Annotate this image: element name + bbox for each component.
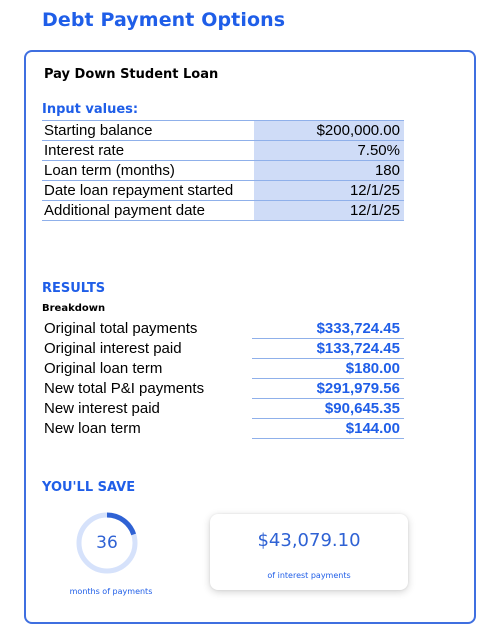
result-value: $180.00 — [345, 360, 400, 377]
input-label: Loan term (months) — [44, 162, 175, 179]
result-label: Original total payments — [44, 320, 198, 337]
input-row-starting-balance — [42, 121, 404, 141]
months-saved-caption: months of payments — [69, 587, 153, 596]
result-row — [42, 379, 404, 399]
input-label: Starting balance — [44, 122, 153, 139]
input-label: Date loan repayment started — [44, 182, 234, 199]
input-value-repayment-start-date[interactable]: 12/1/25 — [349, 182, 400, 199]
breakdown-subheading: Breakdown — [42, 303, 106, 314]
result-label: New total P&I payments — [44, 380, 205, 397]
result-row — [42, 419, 404, 439]
card-title: Pay Down Student Loan — [44, 67, 219, 82]
result-label: Original loan term — [44, 360, 163, 377]
result-row — [42, 359, 404, 379]
input-row-interest-rate — [42, 141, 404, 161]
input-row-repayment-start-date — [42, 181, 404, 201]
result-label: Original interest paid — [44, 340, 182, 357]
result-value: $133,724.45 — [316, 340, 400, 357]
months-saved-value: 36 — [96, 533, 118, 553]
input-value-additional-payment-date[interactable]: 12/1/25 — [349, 202, 400, 219]
interest-saved-value: $43,079.10 — [257, 530, 361, 551]
input-value-loan-term[interactable]: 180 — [374, 162, 400, 179]
interest-saved-box — [210, 514, 408, 590]
result-value: $144.00 — [345, 420, 400, 437]
results-heading: RESULTS — [42, 281, 106, 296]
student-loan-card — [24, 50, 476, 624]
input-label: Interest rate — [44, 142, 125, 159]
result-label: New loan term — [44, 420, 141, 437]
result-value: $291,979.56 — [316, 380, 400, 397]
input-value-interest-rate[interactable]: 7.50% — [357, 142, 400, 159]
interest-saved-caption: of interest payments — [267, 571, 351, 580]
result-row — [42, 399, 404, 419]
result-row — [42, 339, 404, 359]
page-title: Debt Payment Options — [42, 9, 286, 31]
results-table — [42, 319, 404, 439]
youll-save-heading: YOU'LL SAVE — [42, 480, 136, 495]
result-value: $90,645.35 — [324, 400, 400, 417]
input-label: Additional payment date — [44, 202, 205, 219]
input-row-loan-term — [42, 161, 404, 181]
result-row — [42, 319, 404, 339]
input-values-heading: Input values: — [42, 102, 139, 117]
input-value-starting-balance[interactable]: $200,000.00 — [316, 122, 400, 139]
input-values-table — [42, 120, 404, 221]
input-row-additional-payment-date — [42, 201, 404, 221]
result-value: $333,724.45 — [316, 320, 400, 337]
result-label: New interest paid — [44, 400, 160, 417]
